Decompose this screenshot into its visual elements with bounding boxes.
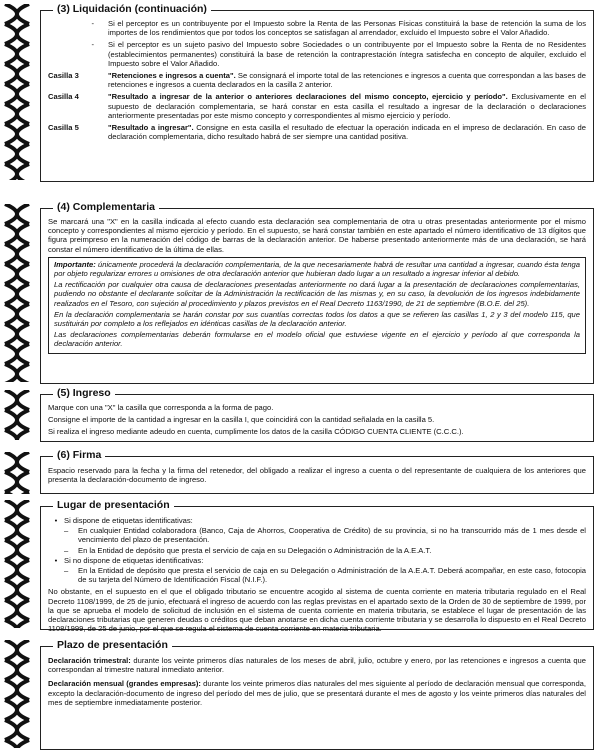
- decorative-chain-border: [2, 390, 32, 440]
- decorative-chain-border: [2, 4, 32, 180]
- list-item: En cualquier Entidad colaboradora (Banco, Caja de Ahorros, Cooperativa de Crédito) de su provincia, si no ha transcurrido más de 1 mes desde el vencimiento del plazo de presentación.: [78, 526, 586, 545]
- list-item: Si no dispone de etiquetas identificativas:: [64, 555, 204, 565]
- section-header: Lugar de presentación: [53, 499, 174, 511]
- section-complementaria: [40, 201, 594, 384]
- section-plazo-presentacion: [40, 639, 594, 750]
- decorative-chain-border: [2, 452, 32, 494]
- list-item: Si dispone de etiquetas identificativas:: [64, 516, 193, 525]
- paragraph: Las declaraciones complementarias deberán formularse en el modelo oficial que estuviese vigente en el ejercicio y período al que corresponda la declaración anterior.: [54, 330, 580, 349]
- paragraph: Consigne el importe de la cantidad a ingresar en la casilla I, que coincidirá con la cantidad señalada en la casilla 5.: [48, 415, 435, 424]
- paragraph: únicamente procederá la declaración complementaria, de la que necesariamente habrá de resultar una cantidad a ingresar, cuando ésta tenga por objeto regularizar errores u omisiones de otra declaración anterior que hubieran dado lugar a un resultado a ingresar inferior al debido.: [54, 259, 580, 279]
- casilla-title: "Resultado a ingresar de la anterior o anteriores declaraciones del mismo concepto, ejercicio y período".: [108, 92, 508, 102]
- important-label: Importante:: [54, 259, 96, 269]
- section-header: (6) Firma: [53, 449, 105, 461]
- decorative-chain-border: [2, 500, 32, 628]
- section-firma: [40, 449, 594, 494]
- paragraph: Si el perceptor es un contribuyente por el Impuesto sobre la Renta de las Personas Físicas constituirá la base de retención la suma de los importes de los rendimientos que por todos los conceptos se satisfagan al arrendador, excluido el Impuesto sobre el Valor Añadido.: [108, 19, 586, 38]
- paragraph: Si el perceptor es un sujeto pasivo del Impuesto sobre Sociedades o un contribuyente por el Impuesto sobre la Renta de no Residentes (establecimientos permanentes) constituirá la base de retención la contraprestación íntegra satisfecha en concepto de alquiler, excluido el Impuesto sobre el Valor Añadido.: [108, 40, 586, 68]
- casilla-title: "Retenciones e ingresos a cuenta".: [108, 71, 236, 81]
- paragraph: Espacio reservado para la fecha y la firma del retenedor, del obligado a realizar el ingreso a cuenta o del representante de cualquiera de los anteriores que presenta la declaración-documento de ingreso.: [48, 466, 586, 485]
- section-header: (4) Complementaria: [53, 201, 159, 213]
- list-item: En la Entidad de depósito que presta el servicio de caja en su Delegación o Administración de la A.E.A.T. Deberá acompañar, en este caso, fotocopia de su tarjeta del Número de Identificación Fiscal (N.I.F.).: [78, 566, 586, 585]
- section-header: (5) Ingreso: [53, 387, 115, 399]
- casilla-label: Casilla 4: [48, 92, 79, 102]
- section-ingreso: [40, 387, 594, 442]
- section-header: Plazo de presentación: [53, 639, 172, 651]
- casilla-label: Casilla 3: [48, 71, 79, 81]
- paragraph: La rectificación por cualquier otra causa de declaraciones presentadas anteriormente no dará lugar a la presentación de declaraciones complementarias, pudiendo no obstante el declarante solicitar de la Administración la rectificación de las mismas y, en su caso, la devolución de los ingresos indebidamente realizados en el Tesoro, con sujeción al procedimiento y plazos previstos en el Real Decreto 1163/1990, de 21 de septiembre (B.O.E. del 25).: [54, 280, 580, 308]
- decorative-chain-border: [2, 640, 32, 748]
- paragraph: Consigne en esta casilla el resultado de efectuar la operación indicada en el impreso de declaración. En caso de declaración complementaria, dicho resultado habrá de ser siempre una cantidad positiva.: [108, 123, 586, 142]
- paragraph: Marque con una "X" la casilla que corresponda a la forma de pago.: [48, 403, 274, 412]
- paragraph: Si realiza el ingreso mediante adeudo en cuenta, cumplimente los datos de la casilla CÓDIGO CUENTA CLIENTE (C.C.C.).: [48, 427, 464, 436]
- term-label: Declaración mensual (grandes empresas):: [48, 679, 201, 689]
- casilla-title: "Resultado a ingresar".: [108, 123, 194, 133]
- decorative-chain-border: [2, 204, 32, 382]
- section-lugar-presentacion: Lugar de presentación • Si dispone de etiquetas identificativas: – En cualquier Entidad colaboradora (Banco, Caja de Ahorros, Cooperativa de Crédito) de su provincia, si no ha transcurrido más de 1 mes desde el vencimiento del plazo de presentación. – En la Entidad de depósito que presta el servicio de caja en su Delegación o Administración de la A.E.A.T. • Si no dispone de etiquetas identificativas: – En la Entidad de depósito que presta el servicio de caja en su Delegación o Administración de la A.E.A.T. Deberá acompañar, en este caso, fotocopia de su tarjeta del Número de Identificación Fiscal (N.I.F.). No obstante, en el supuesto en el que el obligado tributario se encuentre acogido al sistema de cuenta corriente en materia tributaria regulado en el Real Decreto 1108/1999, de 25 de junio, efectuará el ingreso de acuerdo con las reglas previstas en el apartado sexto de la Orden de 30 de septiembre de 1999, por la que se aprueba el modelo de solicitud de inclusión en el sistema de cuenta corriente en materia tributaria, se establece el lugar de presentación de las declaraciones tributarias que generen deudas o créditos que deban anotarse en dicha cuenta corriente tributaria y se desarrolla lo dispuesto en el Real Decreto 1108/1999, de 25 de junio, por el que se regula el sistema de cuenta corriente en materia tributaria.: [40, 506, 594, 630]
- term-label: Declaración trimestral:: [48, 656, 131, 665]
- paragraph: Se consignará el importe total de las retenciones e ingresos a cuenta que correspondan a las bases de retenciones e ingresos a cuenta declarados en la casilla 2 anterior.: [108, 71, 586, 90]
- section-header: (3) Liquidación (continuación): [53, 3, 211, 15]
- paragraph: Exclusivamente en el supuesto de declaración complementaria, se hará constar en esta casilla el resultado a ingresar de la declaración o declaraciones anteriormente presentadas por este mismo concepto y correspondientes al mismo ejercicio y período.: [108, 92, 586, 120]
- list-item: En la Entidad de depósito que presta el servicio de caja en su Delegación o Administración de la A.E.A.T.: [78, 545, 432, 555]
- paragraph: No obstante, en el supuesto en el que el obligado tributario se encuentre acogido al sistema de cuenta corriente en materia tributaria regulado en el Real Decreto 1108/1999, de 25 de junio, efectuará el ingreso de acuerdo con las reglas previstas en el apartado sexto de la Orden de 30 de septiembre de 1999, por la que se aprueba el modelo de solicitud de inclusión en el sistema de cuenta corriente en materia tributaria, se establece el lugar de presentación de las declaraciones tributarias que generen deudas o créditos que deban anotarse en dicha cuenta corriente tributaria y se desarrolla lo dispuesto en el Real Decreto 1108/1999, de 25 de junio, por el que se regula el sistema de cuenta corriente en materia tributaria.: [48, 587, 586, 634]
- paragraph: En la declaración complementaria se harán constar por sus cuantías correctas todos los datos a que se refieren las casillas 1, 2 y 3 del modelo 115, que sustituirán por completo a los reflejados en idénticas casillas de la declaración anterior.: [54, 309, 580, 329]
- paragraph: durante los veinte primeros días naturales de los meses de abril, julio, octubre y enero, por las retenciones e ingresos a cuenta que correspondan al trimestre natural inmediato anterior.: [48, 656, 586, 675]
- paragraph: durante los veinte primeros días naturales del mes siguiente al período de declaración mensual que corresponda, excepto la declaración-documento de ingreso del período del mes de julio, que se presentará durante el mes de agosto y los veinte primeros días naturales del mes de septiembre inmediatamente posterior.: [48, 679, 586, 707]
- casilla-label: Casilla 5: [48, 123, 79, 133]
- paragraph: Se marcará una "X" en la casilla indicada al efecto cuando esta declaración sea complementaria de otra u otras presentadas anteriormente por el mismo concepto y correspondientes al mismo ejercicio y período. En el supuesto, se hará constar también en este apartado el número identificativo de 13 dígitos que figura preimpreso en la numeración del código de barras de la declaración anterior. De haberse presentado anteriormente más de una declaración, se hará constar el número identificativo de la última de ellas.: [48, 217, 586, 254]
- important-notice: [48, 257, 586, 354]
- section-liquidacion: (3) Liquidación (continuación) - Si el perceptor es un contribuyente por el Impuesto sobre la Renta de las Personas Físicas constituirá la base de retención la suma de los importes de los rendimientos que por todos los conceptos se satisfagan al arrendador, excluido el Impuesto sobre el Valor Añadido. - Si el perceptor es un sujeto pasivo del Impuesto sobre Sociedades o un contribuyente por el Impuesto sobre la Renta de no Residentes (establecimientos permanentes) constituirá la base de retención la contraprestación íntegra satisfecha en concepto de alquiler, excluido el Impuesto sobre el Valor Añadido. Casilla 3 "Retenciones e ingresos a cuenta". Se consignará el importe total de las retenciones e ingresos a cuenta que correspondan a las bases de retenciones e ingresos a cuenta declarados en la casilla 2 anterior. Casilla 4 "Resultado a ingresar de la anterior o anteriores declaraciones del mismo concepto, ejercicio y período". Exclusivamente en el supuesto de declaración complementaria, se hará constar en esta casilla el resultado a ingresar de la declaración o declaraciones anteriormente presentadas por este mismo concepto y correspondientes al mismo ejercicio y período. Casilla 5 "Resultado a ingresar". Consigne en esta casilla el resultado de efectuar la operación indicada en el impreso de declaración. En caso de declaración complementaria, dicho resultado habrá de ser siempre una cantidad positiva.: [40, 10, 594, 182]
